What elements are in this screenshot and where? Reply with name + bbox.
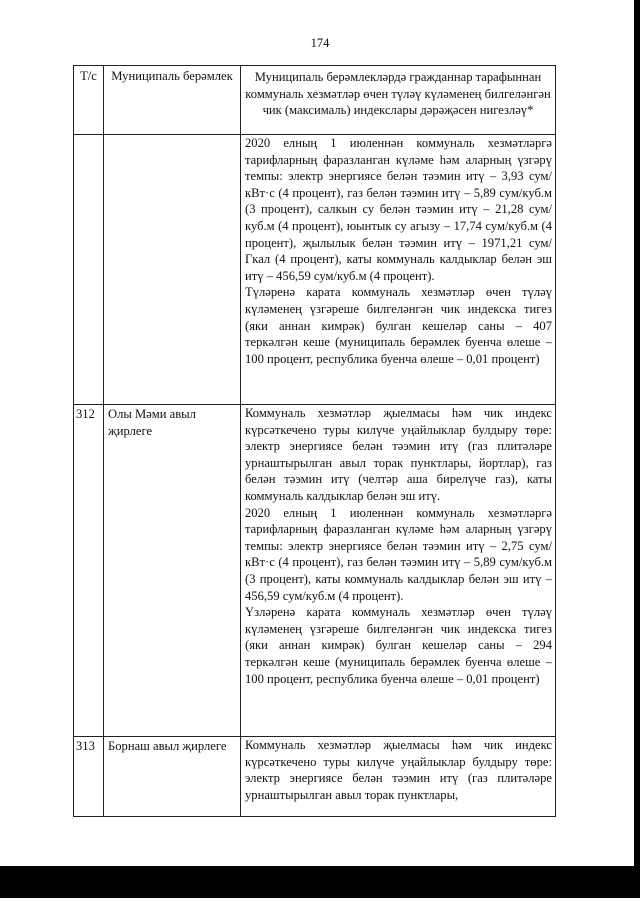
justification-paragraph: Түләренә карата коммуналь хезмәтләр өчен түләү күләменең үзгәреше билгеләнгән чик индекска тигез (яки аннан кимрәк) булган кешеләр саны – 407 теркәлгән кеше (муниципаль берәмлек буенча өлеше – 100 процент, республика буенча өлеше – 0,01 процент)	[245, 285, 552, 366]
row-municipality	[104, 135, 241, 405]
row-number: 313	[74, 737, 104, 817]
justification-paragraph: 2020 елның 1 июленнән коммуналь хезмәтләргә тарифларның фаразланган күләме һәм аларның үзгәрү темпы: электр энергиясе белән тәэмин итү – 3,93 сум/кВт·с (4 процент), газ белән тәэмин итү – 5,89 сум/куб.м (3 процент), салкын су белән тәэмин итү – 21,28 сум/куб.м (4 процент), юынтык су агызу – 17,74 сум/куб.м (4 процент), җылылык белән тәэмин итү – 1971,21 сум/Гкал (4 процент), каты коммуналь калдыклар белән эш итү – 456,59 сум/куб.м (4 процент).	[245, 136, 552, 283]
justification-paragraph: Коммуналь хезмәтләр җыелмасы һәм чик индекс күрсәткечено туры килүче уңайлыклар булдыру төре: электр энергиясе белән тәэмин итү (газ плитәләре урнаштырылган авыл торак пунктлары,	[245, 738, 552, 802]
municipal-index-table	[73, 65, 556, 817]
header-justification: Муниципаль берәмлекләрдә гражданнар тарафыннан коммуналь хезмәтләр өчен түләү күләменең билгеләнгән чик (максималь) индекслары дәрәҗәсен нигезләү*	[241, 66, 556, 135]
justification-paragraph: Коммуналь хезмәтләр җыелмасы һәм чик индекс күрсәткечено туры килүче уңайлыклар булдыру төре: электр энергиясе белән тәэмин итү (газ плитәләре урнаштырылган авыл торак пунктлары, йортлар), газ белән тәэмин итү (челтәр аша бирелүче газ), каты коммуналь калдыклар белән эш итү.	[245, 406, 552, 503]
scan-edge-shadow	[634, 0, 640, 866]
table-header-row	[74, 66, 556, 135]
table-row	[74, 405, 556, 737]
row-justification	[241, 135, 556, 405]
table-row	[74, 135, 556, 405]
row-justification	[241, 405, 556, 737]
row-municipality: Борнаш авыл җирлеге	[104, 737, 241, 817]
justification-paragraph: 2020 елның 1 июленнән коммуналь хезмәтләргә тарифларның фаразланган күләме һәм аларның үзгәрү темпы: электр энергиясе белән тәэмин итү – 2,75 сум/кВт·с (4 процент), газ белән тәэмин итү – 5,89 сум/куб.м (3 процент), каты коммуналь калдыклар белән эш итү – 456,59 сум/куб.м (4 процент).	[245, 505, 552, 603]
row-number: 312	[74, 405, 104, 737]
header-municipality: Муниципаль берәмлек	[104, 66, 241, 135]
row-municipality: Олы Мәми авыл җирлеге	[104, 405, 241, 737]
header-number: Т/с	[74, 66, 104, 135]
scan-bottom-border	[0, 866, 640, 898]
table-row	[74, 737, 556, 817]
page-number: 174	[310, 36, 330, 50]
row-number	[74, 135, 104, 405]
row-justification	[241, 737, 556, 817]
justification-paragraph: Үзләренә карата коммуналь хезмәтләр өчен түләү күләменең үзгәреше билгеләнгән чик индекска тигез (яки аннан кимрәк) булган кешеләр саны – 294 теркәлгән кеше (муниципаль берәмлек буенча өлеше – 100 процент, республика буенча өлеше – 0,01 процент)	[245, 605, 552, 686]
